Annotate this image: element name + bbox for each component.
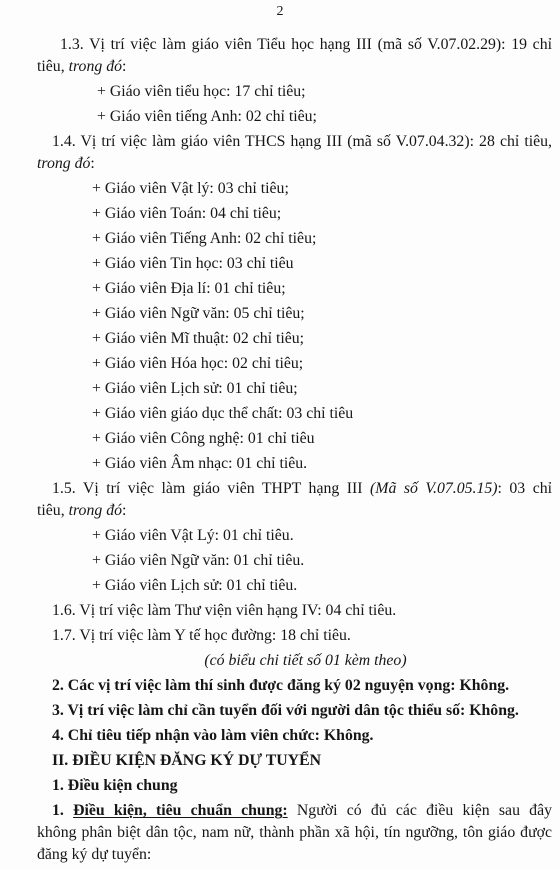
subsection-1-heading: 1. Điều kiện chung — [52, 777, 178, 794]
clause-number: 1. — [52, 802, 74, 819]
clause-title: Điều kiện, tiêu chuẩn chung: — [73, 802, 288, 819]
item-1-3-line-2 — [37, 56, 552, 78]
item-1-4-bullet: + Giáo viên Tin học: 03 chỉ tiêu — [92, 255, 294, 272]
item-1-4-bullet: + Giáo viên Tiếng Anh: 02 chỉ tiêu; — [92, 230, 317, 247]
line-text: tiêu, — [37, 502, 69, 519]
item-1-4-bullet: + Giáo viên Hóa học: 02 chỉ tiêu; — [92, 355, 304, 372]
general-conditions-line-2: không phân biệt dân tộc, nam nữ, thành phần xã hội, tín ngưỡng, tôn giáo được — [37, 824, 552, 841]
italic-text: trong đó — [68, 58, 122, 75]
italic-text: trong đó — [68, 502, 122, 519]
item-1-5-line-2 — [37, 500, 552, 522]
line-text: : 03 chỉ — [497, 480, 552, 497]
line-text: Người có đủ các điều kiện sau đây — [287, 802, 552, 819]
line-text: 1.5. Vị trí việc làm giáo viên THPT hạng III — [52, 480, 371, 497]
item-1-3-bullet: + Giáo viên tiếng Anh: 02 chỉ tiêu; — [97, 108, 317, 125]
item-1-4-bullet: + Giáo viên Công nghệ: 01 chỉ tiêu — [92, 430, 315, 447]
item-1-4-bullet: + Giáo viên Lịch sử: 01 chỉ tiêu; — [92, 380, 298, 397]
general-conditions-line-3: đăng ký dự tuyển: — [37, 846, 152, 863]
item-1-5-line-1 — [37, 478, 552, 500]
item-1-4-bullet: + Giáo viên Mĩ thuật: 02 chỉ tiêu; — [92, 330, 305, 347]
item-1-7: 1.7. Vị trí việc làm Y tế học đường: 18 chỉ tiêu. — [52, 627, 351, 644]
item-1-5-bullet: + Giáo viên Ngữ văn: 01 chỉ tiêu. — [92, 552, 305, 569]
item-1-6: 1.6. Vị trí việc làm Thư viện viên hạng IV: 04 chỉ tiêu. — [52, 602, 397, 619]
line-text: : — [122, 502, 127, 519]
line-text: : — [90, 155, 95, 172]
general-conditions-line-1 — [37, 800, 552, 822]
item-1-3-line-1: 1.3. Vị trí việc làm giáo viên Tiểu học hạng III (mã số V.07.02.29): 19 chỉ — [60, 36, 552, 53]
item-1-4-line-1: 1.4. Vị trí việc làm giáo viên THCS hạng III (mã số V.07.04.32): 28 chỉ tiêu, — [52, 133, 552, 150]
item-1-3-bullet: + Giáo viên tiểu học: 17 chỉ tiêu; — [97, 83, 306, 100]
item-1-4-bullet: + Giáo viên Ngữ văn: 05 chỉ tiêu; — [92, 305, 305, 322]
line-text: : — [122, 58, 127, 75]
item-1-4-bullet: + Giáo viên Âm nhạc: 01 chỉ tiêu. — [92, 455, 308, 472]
page-number: 2 — [276, 4, 284, 19]
item-1-4-bullet: + Giáo viên Vật lý: 03 chỉ tiêu; — [92, 180, 289, 197]
item-1-5 — [37, 478, 552, 522]
annex-note: (có biểu chi tiết số 01 kèm theo) — [204, 652, 407, 669]
item-1-4-bullet: + Giáo viên giáo dục thể chất: 03 chỉ tiêu — [92, 405, 354, 422]
item-1-4-bullet: + Giáo viên Toán: 04 chỉ tiêu; — [92, 205, 282, 222]
document-body — [37, 34, 552, 866]
line-text: tiêu, — [37, 58, 69, 75]
item-3: 3. Vị trí việc làm chỉ cần tuyển đối với người dân tộc thiểu số: Không. — [52, 702, 519, 719]
item-1-4-bullet: + Giáo viên Địa lí: 01 chỉ tiêu; — [92, 280, 286, 297]
item-1-5-bullet: + Giáo viên Lịch sử: 01 chỉ tiêu. — [92, 577, 298, 594]
italic-text: trong đó — [37, 155, 91, 172]
item-1-3 — [37, 34, 552, 78]
item-4: 4. Chỉ tiêu tiếp nhận vào làm viên chức: Không. — [52, 727, 374, 744]
item-1-4 — [37, 131, 552, 175]
section-ii-heading: II. ĐIỀU KIỆN ĐĂNG KÝ DỰ TUYỂN — [52, 752, 322, 769]
general-conditions-paragraph — [37, 800, 552, 866]
italic-code: (Mã số V.07.05.15) — [370, 480, 498, 497]
item-1-4-line-2 — [37, 153, 552, 175]
item-2: 2. Các vị trí việc làm thí sinh được đăng ký 02 nguyện vọng: Không. — [52, 677, 510, 694]
item-1-5-bullet: + Giáo viên Vật Lý: 01 chỉ tiêu. — [92, 527, 294, 544]
